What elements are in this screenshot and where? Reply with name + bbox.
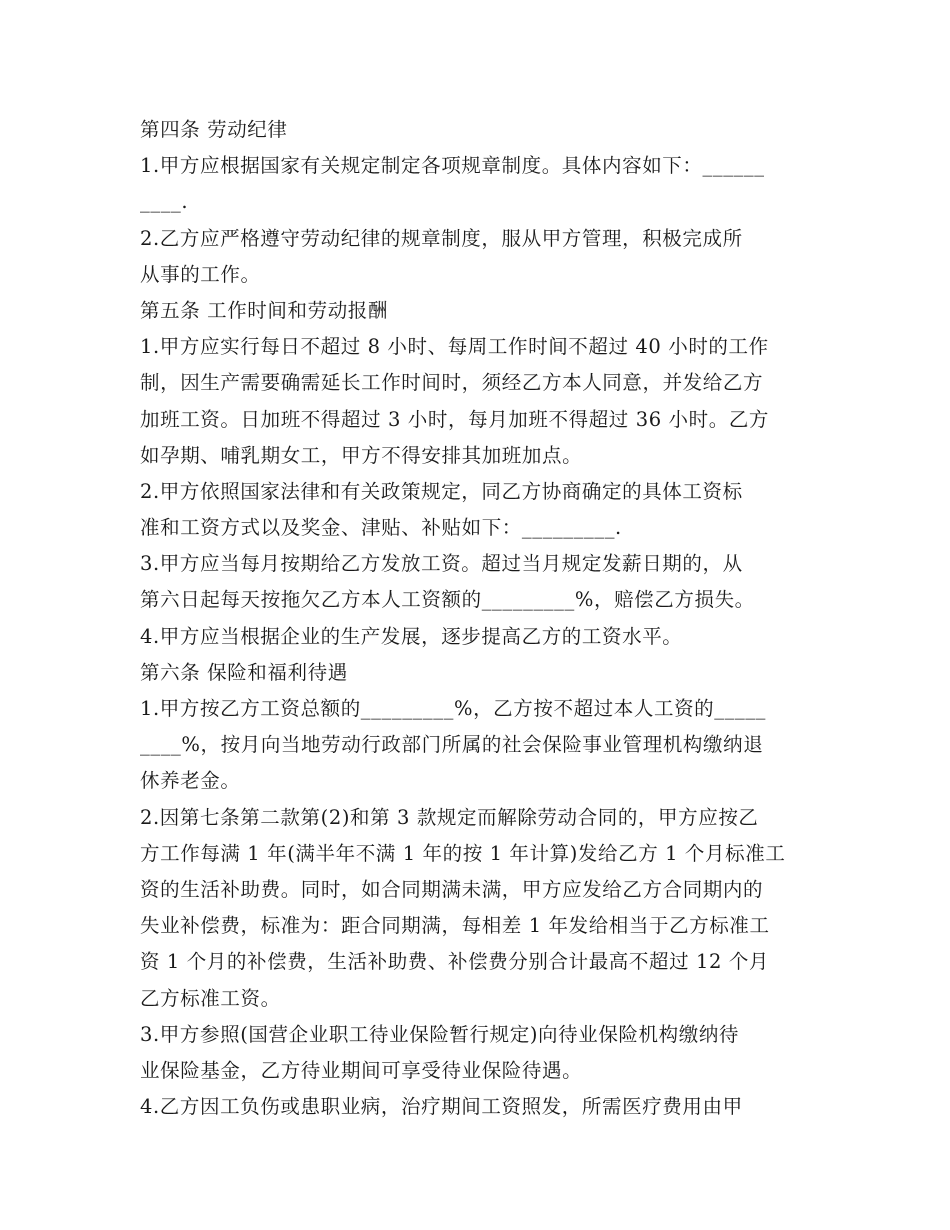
paragraph-line: 3.甲方应当每月按期给乙方发放工资。超过当月规定发薪日期的，从: [140, 552, 743, 576]
paragraph-line: 第六日起每天按拖欠乙方本人工资额的_________%，赔偿乙方损失。: [140, 588, 755, 612]
paragraph-line: 资的生活补助费。同时，如合同期满未满，甲方应发给乙方合同期内的: [140, 877, 764, 901]
paragraph-line: 1.甲方按乙方工资总额的_________%，乙方按不超过本人工资的_____: [140, 697, 767, 720]
paragraph-line: 2.因第七条第二款第(2)和第 3 款规定而解除劳动合同的，甲方应按乙: [140, 805, 759, 829]
paragraph-line: 乙方标准工资。: [140, 986, 281, 1010]
paragraph-line: 4.乙方因工负伤或患职业病，治疗期间工资照发，所需医疗费用由甲: [140, 1095, 743, 1119]
paragraph-line: 方工作每满 1 年(满半年不满 1 年的按 1 年计算)发给乙方 1 个月标准工: [140, 841, 786, 865]
paragraph-line: ____%，按月向当地劳动行政部门所属的社会保险事业管理机构缴纳退: [140, 733, 764, 757]
paragraph-line: 业保险基金，乙方待业期间可享受待业保险待遇。: [140, 1058, 583, 1082]
paragraph-line: 1.甲方应实行每日不超过 8 小时、每周工作时间不超过 40 小时的工作: [140, 335, 769, 359]
paragraph-line: 3.甲方参照(国营企业职工待业保险暂行规定)向待业保险机构缴纳待: [140, 1022, 740, 1046]
paragraph-line: 制，因生产需要确需延长工作时间时，须经乙方本人同意，并发给乙方: [140, 371, 764, 395]
paragraph-line: 2.乙方应严格遵守劳动纪律的规章制度，服从甲方管理，积极完成所: [140, 226, 743, 250]
paragraph-line: 失业补偿费，标准为：距合同期满，每相差 1 年发给相当于乙方标准工: [140, 914, 770, 938]
paragraph-line: 休养老金。: [140, 769, 241, 793]
article-6-heading: 第六条 保险和福利待遇: [140, 660, 348, 684]
article-5-heading: 第五条 工作时间和劳动报酬: [140, 298, 388, 322]
paragraph-line: 加班工资。日加班不得超过 3 小时，每月加班不得超过 36 小时。乙方: [140, 407, 770, 431]
document-body: [140, 112, 812, 1125]
paragraph-line: 从事的工作。: [140, 262, 261, 286]
paragraph-line: 4.甲方应当根据企业的生产发展，逐步提高乙方的工资水平。: [140, 624, 683, 648]
paragraph-line: 准和工资方式以及奖金、津贴、补贴如下：_________.: [140, 516, 622, 540]
paragraph-line: 2.甲方依照国家法律和有关政策规定，同乙方协商确定的具体工资标: [140, 479, 743, 503]
paragraph-line: ____.: [140, 190, 189, 214]
paragraph-line: 资 1 个月的补偿费，生活补助费、补偿费分别合计最高不超过 12 个月: [140, 950, 770, 974]
article-4-heading: 第四条 劳动纪律: [140, 118, 288, 141]
paragraph-line: 如孕期、哺乳期女工，甲方不得安排其加班加点。: [140, 443, 583, 467]
paragraph-line: 1.甲方应根据国家有关规定制定各项规章制度。具体内容如下：______: [140, 154, 765, 178]
